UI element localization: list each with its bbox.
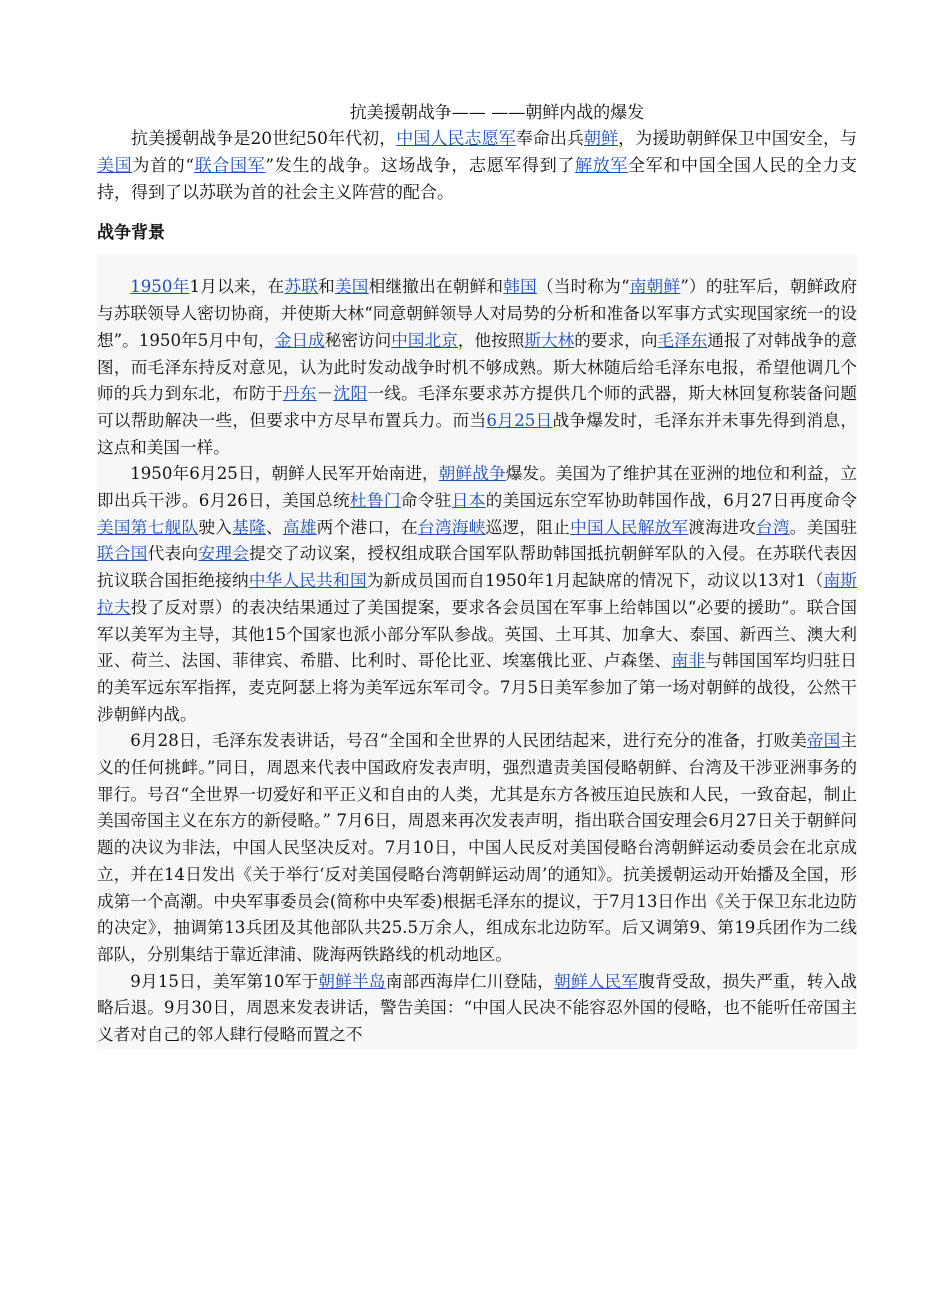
document-page: [97, 100, 857, 1049]
text-run: 提交了动议案，授权组成联合国军队帮助韩国抵抗朝鲜军队的入侵。在苏联代表因抗议联合国拒绝接纳: [97, 544, 858, 591]
hyperlink[interactable]: 中国人民志愿军: [396, 129, 516, 149]
hyperlink[interactable]: 高雄: [282, 517, 317, 537]
hyperlink[interactable]: 美国: [97, 155, 133, 176]
text-run: 代表向: [147, 544, 199, 564]
hyperlink[interactable]: 苏联: [284, 277, 319, 297]
hyperlink[interactable]: 南斯拉夫: [97, 571, 858, 617]
text-run: 为新成员国而自1950年1月起缺席的情况下，动议以13对1（: [366, 571, 824, 591]
text-run: 奉命出兵: [515, 129, 585, 149]
hyperlink[interactable]: 毛泽东: [657, 330, 708, 350]
hyperlink[interactable]: 解放军: [575, 155, 629, 176]
text-run: ”发生的战争。这场战争，志愿军得到了: [265, 155, 576, 176]
text-run: 一线。毛泽东要求苏方提供几个师的武器，斯大林回复称装备问题可以帮助解决一些，但要求中方尽早布置兵力。而当: [97, 384, 858, 430]
hyperlink[interactable]: 安理会: [198, 544, 250, 564]
text-run: 为首的“: [132, 155, 195, 176]
text-run: 渡海进攻: [688, 517, 756, 537]
text-run: 通报了对韩战争的意图，而毛泽东持反对意见，认为此时发动战争时机不够成熟。斯大林随后给毛泽东电报，希望他调几个师的兵力到东北，布防于: [97, 330, 858, 404]
text-run: 巡逻，阻止: [485, 517, 571, 537]
text-run: 的要求，向: [574, 330, 658, 350]
text-run: 战争爆发时，毛泽东并未事先得到消息，这点和美国一样。: [97, 410, 858, 457]
section-heading: 战争背景: [97, 216, 857, 254]
hyperlink[interactable]: 帝国: [806, 731, 841, 751]
hyperlink[interactable]: 台湾海峡: [418, 517, 486, 537]
hyperlink[interactable]: 6月25日: [486, 410, 553, 430]
paragraph-3: [97, 728, 857, 968]
hyperlink[interactable]: 台湾: [756, 517, 790, 537]
text-run: 1950年6月25日，朝鲜人民军开始南进，: [130, 464, 439, 484]
paragraph-1: [97, 274, 857, 461]
text-run: 南部西海岸仁川登陆，: [385, 971, 555, 991]
section-body: [97, 254, 857, 1048]
text-run: －: [316, 384, 334, 404]
text-run: 相继撤出在朝鲜和: [368, 277, 504, 297]
text-run: （当时称为“: [536, 277, 630, 297]
hyperlink[interactable]: 美国第七舰队: [97, 517, 199, 537]
text-run: 1月以来，在: [189, 277, 285, 297]
hyperlink[interactable]: 1950年: [130, 277, 190, 297]
text-run: 命令驻: [400, 491, 452, 511]
hyperlink[interactable]: 韩国: [503, 277, 537, 297]
text-run: 两个港口，在: [316, 517, 419, 537]
hyperlink[interactable]: 基隆: [232, 517, 266, 537]
text-run: 爆发。美国为了维护其在亚洲的地位和利益，立即出兵干涉。6月26日，美国总统: [97, 464, 858, 511]
hyperlink[interactable]: 美国: [334, 277, 369, 297]
hyperlink[interactable]: 南非: [671, 651, 706, 671]
document-title: 抗美援朝战争—— ——朝鲜内战的爆发: [349, 103, 645, 123]
hyperlink[interactable]: 朝鲜: [584, 129, 619, 149]
text-run: ，为援助朝鲜保卫中国安全，与: [618, 129, 858, 149]
text-run: 。美国驻: [789, 517, 858, 537]
text-run: 投了反对票）的表决结果通过了美国提案，要求各会员国在军事上给韩国以“必要的援助”。联合国军以美军为主导，其他15个国家也派小部分军队参战。英国、土耳其、加拿大、泰国、新西兰、澳大利亚、荷兰、法国、菲律宾、希腊、比利时、哥伦比亚、埃塞俄比亚、卢森堡、: [97, 597, 857, 671]
text-run: 6月28日，毛泽东发表讲话，号召“全国和全世界的人民团结起来，进行充分的准备，打败美: [130, 731, 807, 751]
hyperlink[interactable]: 中国人民解放军: [570, 517, 689, 537]
text-run: 主义的任何挑衅。”同日，周恩来代表中国政府发表声明，强烈遣责美国侵略朝鲜、台湾及干涉亚洲事务的罪行。号召“全世界一切爱好和平正义和自由的人类，尤其是东方各被压迫民族和人民，一致奋起，制止美国帝国主义在东方的新侵略。” 7月6日，周恩来再次发表声明，指出联合国安理会6月27日关于朝鲜问题的决议为非法，中国人民坚决反对。7月10日，中国人民反对美国侵略台湾朝鲜运动委员会在北京成立，并在14日发出《关于举行‘反对美国侵略台湾朝鲜运动周’的通知》。抗美援朝运动开始播及全国，形成第一个高潮。中央军事委员会(简称中央军委)根据毛泽东的提议，于7月13日作出《关于保卫东北边防的决定》，抽调第13兵团及其他部队共25.5万余人，组成东北边防军。后又调第9、第19兵团作为二线部队，分别集结于靠近津浦、陇海两铁路线的机动地区。: [97, 731, 857, 964]
hyperlink[interactable]: 中国北京: [391, 330, 458, 350]
text-run: 抗美援朝战争是20世纪50年代初，: [131, 129, 397, 149]
text-run: ，他按照: [457, 330, 525, 350]
text-run: 腹背受敌，损失严重，转入战略后退。9月30日，周恩来发表讲话，警告美国：“中国人民决不能容忍外国的侵略，也不能听任帝国主义者对自己的邻人肆行侵略而置之不: [97, 971, 858, 1045]
text-run: 9月15日，美军第10军于: [130, 971, 319, 991]
text-run: 驶入: [198, 517, 233, 537]
hyperlink[interactable]: 朝鲜半岛: [318, 971, 386, 991]
text-run: 全军和中国全国人民的全力支持，得到了以苏联为首的社会主义阵营的配合。: [97, 155, 858, 203]
hyperlink[interactable]: 南朝鲜: [629, 277, 681, 297]
text-run: 、: [265, 517, 283, 537]
text-run: 与韩国国军均归驻日的美军远东军指挥，麦克阿瑟上将为美军远东军司令。7月5日美军参加了第一场对朝鲜的战役，公然干涉朝鲜内战。: [97, 651, 858, 724]
hyperlink[interactable]: 斯大林: [524, 330, 575, 350]
hyperlink[interactable]: 朝鲜人民军: [554, 971, 639, 991]
text-run: 的美国远东空军协助韩国作战，6月27日再度命令: [485, 491, 858, 511]
intro-paragraph: [97, 126, 857, 206]
text-run: 和: [318, 277, 335, 297]
hyperlink[interactable]: 金日成: [274, 330, 325, 350]
hyperlink[interactable]: 中华人民共和国: [248, 571, 367, 591]
hyperlink[interactable]: 联合国军: [194, 155, 266, 176]
hyperlink[interactable]: 联合国: [97, 544, 148, 564]
hyperlink[interactable]: 沈阳: [333, 384, 368, 404]
text-run: ”）的驻军后，朝鲜政府与苏联领导人密切协商，并使斯大林“同意朝鲜领导人对局势的分析和准备以军事方式实现国家统一的设想”。1950年5月中旬，: [97, 277, 858, 350]
paragraph-2: [97, 461, 857, 728]
hyperlink[interactable]: 朝鲜战争: [438, 464, 506, 484]
hyperlink[interactable]: 丹东: [282, 384, 317, 404]
section-background: [97, 216, 857, 1048]
text-run: 秘密访问: [324, 330, 392, 350]
paragraph-4: [97, 969, 857, 1049]
hyperlink[interactable]: 日本: [451, 491, 486, 511]
hyperlink[interactable]: 杜鲁门: [349, 491, 401, 511]
